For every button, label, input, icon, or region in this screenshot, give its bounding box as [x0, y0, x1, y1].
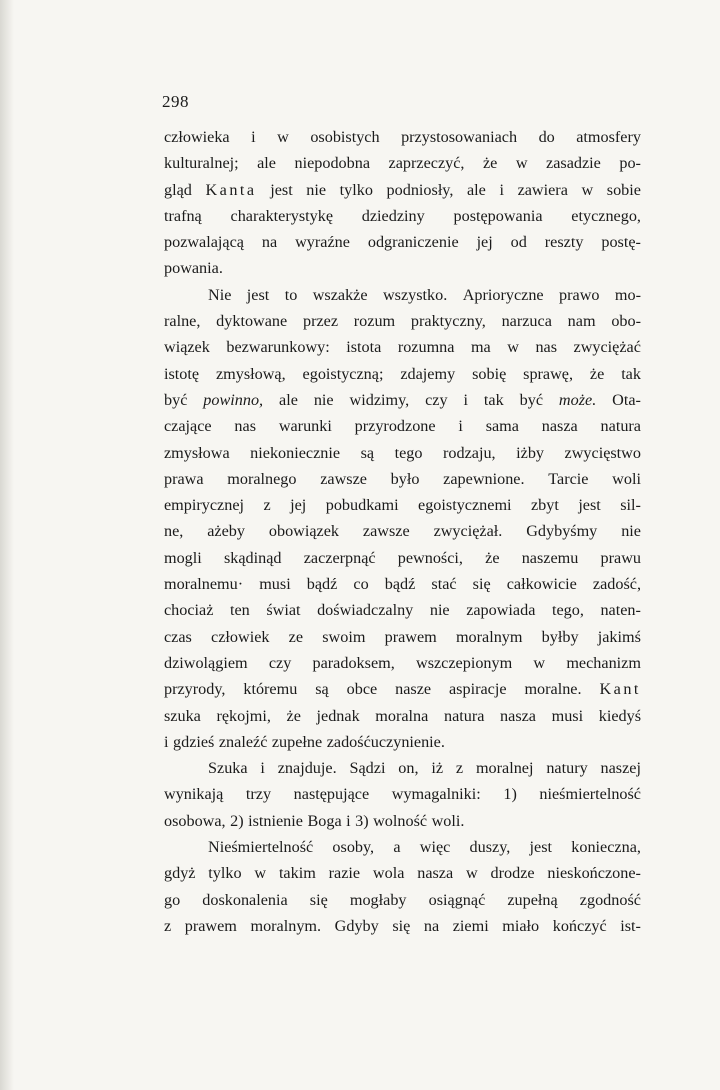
word: nas — [535, 338, 558, 357]
word: ist- — [620, 916, 641, 935]
word: zmysłową, — [215, 364, 286, 383]
word: Sądzi — [349, 759, 386, 778]
word: być — [519, 390, 543, 409]
text-line — [164, 282, 641, 308]
word: obce — [346, 680, 378, 699]
word: sama — [485, 417, 519, 436]
word: sprawę, — [523, 364, 574, 383]
word: zadość, — [592, 575, 641, 594]
word: dyktowane — [216, 312, 288, 331]
word: ralne, — [164, 312, 201, 331]
text-line — [164, 650, 641, 676]
word: jakimś — [597, 627, 641, 646]
word: tak — [621, 364, 641, 383]
word: w — [277, 128, 289, 146]
word: podniosły, — [386, 180, 454, 199]
word: zadośćuczynienie. — [326, 732, 445, 751]
word: że — [286, 706, 301, 725]
word: byłby — [541, 627, 579, 646]
word: 3) — [355, 811, 369, 830]
word: zmysłowa — [164, 443, 230, 462]
word: w — [466, 864, 478, 883]
word: od — [510, 233, 527, 252]
word: rękojmi, — [216, 706, 271, 725]
italic-word: może. — [558, 390, 597, 409]
word: nasza — [541, 417, 578, 436]
word: go — [164, 890, 181, 909]
word: zupełną — [507, 890, 558, 909]
word: się — [472, 575, 491, 594]
text-line — [164, 177, 641, 203]
word: wszakże — [312, 285, 368, 304]
word: postępowania — [453, 206, 543, 225]
word: jej — [476, 233, 493, 252]
word: w — [507, 338, 519, 357]
word: w — [254, 864, 267, 883]
word: atmosfery — [576, 128, 641, 146]
word: w — [581, 180, 594, 199]
word: zwyciężać — [573, 338, 641, 357]
word: zawsze — [362, 522, 410, 541]
word: znaleźć — [218, 732, 268, 751]
word: doświadczalny — [317, 601, 414, 620]
word: nieskończone- — [547, 864, 641, 883]
word: pozwalającą — [164, 233, 244, 252]
word: się — [309, 890, 328, 909]
word: ten — [230, 601, 250, 620]
word: rozum — [353, 312, 396, 331]
word: moralnym — [455, 627, 523, 646]
word: dziwolągiem — [164, 653, 248, 672]
text-line — [164, 571, 641, 597]
word: jednak — [316, 706, 360, 725]
word: obo- — [611, 312, 641, 331]
text-line — [164, 834, 641, 860]
word: osoby, — [332, 838, 375, 857]
word: gdyż — [164, 864, 196, 883]
word: zapewnione. — [443, 469, 525, 488]
word: a — [393, 838, 401, 857]
word: wiązek — [164, 338, 210, 357]
word: zupełne — [271, 732, 323, 751]
word: zawsze — [320, 469, 367, 488]
word: przyrodzone — [354, 417, 436, 436]
word: z — [455, 759, 464, 778]
word: są — [360, 443, 375, 462]
word: mogłaby — [349, 890, 407, 909]
word: Aprioryczne — [462, 285, 544, 304]
spaced-word: Kanta — [205, 180, 257, 199]
word: czas — [164, 627, 192, 646]
word: są — [315, 680, 329, 699]
word: natura — [600, 417, 641, 436]
word: po- — [619, 154, 641, 173]
word: zaczerpnąć — [303, 548, 376, 567]
text-line — [164, 729, 641, 755]
word: że — [485, 548, 500, 567]
word: zwyciężał. — [433, 522, 503, 541]
word: skądinąd — [223, 548, 282, 567]
text-line — [164, 308, 641, 334]
word: i — [346, 811, 351, 830]
text-line — [164, 492, 641, 518]
word: prawo — [559, 285, 600, 304]
word: paradoksem, — [312, 653, 395, 672]
text-line — [164, 413, 641, 439]
word: czy — [425, 390, 448, 409]
word: w — [533, 653, 546, 672]
word: nasza — [417, 864, 454, 883]
word: było — [390, 469, 420, 488]
word: Gdyby — [334, 916, 379, 935]
word: osiągnąć — [428, 890, 486, 909]
word: na — [423, 916, 440, 935]
word: tego — [394, 443, 423, 462]
word: wszczepionym — [416, 653, 513, 672]
word: pobudkami — [325, 496, 399, 515]
word: świat — [266, 601, 301, 620]
word: doskonalenia — [202, 890, 288, 909]
word: pewności, — [397, 548, 463, 567]
word: kulturalnej; — [164, 154, 239, 173]
word: i — [251, 128, 256, 146]
word: bezwarunkowy: — [226, 338, 330, 357]
word: czy — [268, 653, 292, 672]
word: ażeby — [207, 522, 245, 541]
word: naszej — [600, 759, 641, 778]
word: ale — [467, 180, 486, 199]
word: rodzaju, — [443, 443, 496, 462]
text-line — [164, 597, 641, 623]
word: widzimy, — [349, 390, 410, 409]
word: następujące — [293, 785, 370, 804]
word: jej — [290, 496, 307, 515]
word: musi — [259, 575, 291, 594]
word: tylko — [339, 180, 373, 199]
word: woli. — [431, 811, 465, 830]
word: człowieka — [164, 128, 230, 146]
word: mechanizm — [566, 653, 641, 672]
word: nas — [234, 417, 256, 436]
word: odgraniczenie — [367, 233, 459, 252]
word: Ota- — [612, 390, 641, 409]
word: więc — [419, 838, 451, 857]
text-line — [164, 387, 641, 413]
word: całkowicie — [506, 575, 577, 594]
word: niekoniecznie — [250, 443, 341, 462]
word: prawa — [164, 469, 204, 488]
word: etycznego, — [571, 206, 641, 225]
page-number: 298 — [162, 92, 189, 111]
word: szuka — [164, 706, 201, 725]
word: moralnego — [227, 469, 297, 488]
word: takim — [278, 864, 316, 883]
word: iżby — [516, 443, 545, 462]
word: stać — [431, 575, 457, 594]
word: że — [589, 364, 605, 383]
word: zawiera — [517, 180, 568, 199]
text-line — [164, 518, 641, 544]
word: egoistycznemi — [418, 496, 512, 515]
word: osobowa, — [164, 811, 226, 830]
word: woli — [612, 469, 641, 488]
word: zdajemy — [400, 364, 456, 383]
text-line — [164, 860, 641, 886]
word: rozumna — [397, 338, 455, 357]
word: powania. — [164, 259, 223, 278]
word: nam — [567, 312, 596, 331]
word: niepodobna — [294, 154, 371, 173]
word: istotę — [164, 364, 200, 383]
page-edge-shadow — [0, 0, 14, 1090]
word: sobie — [606, 180, 641, 199]
word: swoim — [322, 627, 366, 646]
text-line — [164, 124, 641, 150]
word: wola — [372, 864, 405, 883]
word: osobistych — [310, 128, 380, 146]
word: naten- — [600, 601, 641, 620]
word: do — [538, 128, 555, 146]
text-line — [164, 466, 641, 492]
word: natury — [546, 759, 588, 778]
word: Nieśmiertelność — [208, 838, 314, 857]
word: ma — [470, 338, 491, 357]
word: nasze — [395, 680, 432, 699]
word: Tarcie — [548, 469, 589, 488]
word: aspiracje — [449, 680, 507, 699]
word: postę- — [601, 233, 641, 252]
word: się — [392, 916, 411, 935]
word: prawem — [184, 916, 237, 935]
word: przyrody, — [164, 680, 226, 699]
text-line — [164, 229, 641, 255]
word: któremu — [243, 680, 298, 699]
word: tak — [483, 390, 504, 409]
word: miało — [502, 916, 540, 935]
word: kiedyś — [598, 706, 641, 725]
text-line — [164, 203, 641, 229]
word: ale — [257, 154, 276, 173]
word: istnienie — [248, 811, 303, 830]
word: istota — [346, 338, 382, 357]
word: trafną — [164, 206, 202, 225]
text-line — [164, 440, 641, 466]
word: prawu — [600, 548, 641, 567]
word: moralna — [375, 706, 429, 725]
word: Szuka — [208, 759, 248, 778]
word: ale — [279, 390, 298, 409]
word: mogli — [164, 548, 202, 567]
word: zasadzie — [546, 154, 601, 173]
word: to — [284, 285, 298, 304]
word: moralnej — [475, 759, 534, 778]
word: i — [463, 390, 468, 409]
word: zapowiada — [466, 601, 536, 620]
word: musi — [551, 706, 584, 725]
word: drodze — [490, 864, 535, 883]
word: wolność — [373, 811, 428, 830]
text-line — [164, 808, 641, 834]
word: narzuca — [501, 312, 552, 331]
word: razie — [328, 864, 361, 883]
word: jest — [578, 496, 601, 515]
word: kończyć — [552, 916, 607, 935]
spaced-word: Kant — [599, 680, 641, 699]
word: że — [482, 154, 498, 173]
word: człowiek — [211, 627, 270, 646]
word: jest — [270, 180, 293, 199]
word: Gdybyśmy — [526, 522, 598, 541]
word: gdzieś — [173, 732, 215, 751]
word: bądź — [384, 575, 416, 594]
word: 1) — [503, 785, 517, 804]
word: trzy — [245, 785, 272, 804]
word: gląd — [164, 180, 192, 199]
word: znajduje. — [277, 759, 337, 778]
word: praktyczny, — [410, 312, 486, 331]
word: ne, — [164, 522, 184, 541]
text-line — [164, 334, 641, 360]
word: jest — [529, 838, 553, 857]
word: Boga — [307, 811, 342, 830]
text-line — [164, 887, 641, 913]
word: bądź — [306, 575, 338, 594]
word: wszystko. — [382, 285, 448, 304]
word: zaprzeczyć, — [388, 154, 465, 173]
word: chociaż — [164, 601, 214, 620]
word: naszemu — [521, 548, 579, 567]
word: mo- — [614, 285, 641, 304]
word: dziedziny — [361, 206, 425, 225]
word: nie — [429, 601, 450, 620]
text-line — [164, 255, 641, 281]
word: konieczna, — [571, 838, 641, 857]
text-line — [164, 624, 641, 650]
word: tego, — [551, 601, 584, 620]
word: co — [353, 575, 369, 594]
text-line — [164, 676, 641, 702]
word: wynikają — [164, 785, 224, 804]
word: ze — [288, 627, 304, 646]
word: natura — [443, 706, 485, 725]
word: i — [164, 732, 169, 751]
word: Nie — [208, 285, 232, 304]
word: wyraźne — [295, 233, 350, 252]
word: moralne. — [524, 680, 582, 699]
word: być — [164, 390, 188, 409]
text-line — [164, 703, 641, 729]
word: i — [499, 180, 504, 199]
word: moralnemu· — [164, 575, 244, 594]
word: iż — [431, 759, 444, 778]
italic-word: powinno, — [203, 390, 264, 409]
text-line — [164, 361, 641, 387]
word: nie — [306, 180, 327, 199]
word: zgodność — [579, 890, 641, 909]
word: charakterystykę — [230, 206, 333, 225]
word: obowiązek — [268, 522, 340, 541]
word: nie — [621, 522, 641, 541]
word: nieśmiertelność — [539, 785, 641, 804]
word: moralnym. — [250, 916, 322, 935]
word: ziemi — [452, 916, 489, 935]
word: w — [515, 154, 528, 173]
word: jest — [246, 285, 270, 304]
word: z — [164, 916, 172, 935]
word: warunki — [278, 417, 332, 436]
word: z — [263, 496, 271, 515]
word: i — [458, 417, 463, 436]
word: sil- — [620, 496, 641, 515]
body-text — [164, 124, 641, 939]
text-line — [164, 545, 641, 571]
word: on, — [398, 759, 419, 778]
word: egoistyczną; — [302, 364, 384, 383]
word: prawem — [384, 627, 437, 646]
word: na — [261, 233, 278, 252]
word: reszty — [544, 233, 584, 252]
text-line — [164, 913, 641, 939]
text-line — [164, 150, 641, 176]
word: zwycięstwo — [564, 443, 641, 462]
word: empirycznej — [164, 496, 244, 515]
word: tylko — [208, 864, 242, 883]
word: przez — [302, 312, 339, 331]
word: czające — [164, 417, 212, 436]
word: sobię — [472, 364, 507, 383]
text-line — [164, 755, 641, 781]
word: przystosowaniach — [401, 128, 518, 146]
word: nasza — [500, 706, 536, 725]
word: nie — [313, 390, 334, 409]
word: duszy, — [469, 838, 511, 857]
word: i — [260, 759, 265, 778]
text-line — [164, 781, 641, 807]
word: wymagalniki: — [391, 785, 481, 804]
word: zbyt — [530, 496, 559, 515]
word: 2) — [230, 811, 244, 830]
